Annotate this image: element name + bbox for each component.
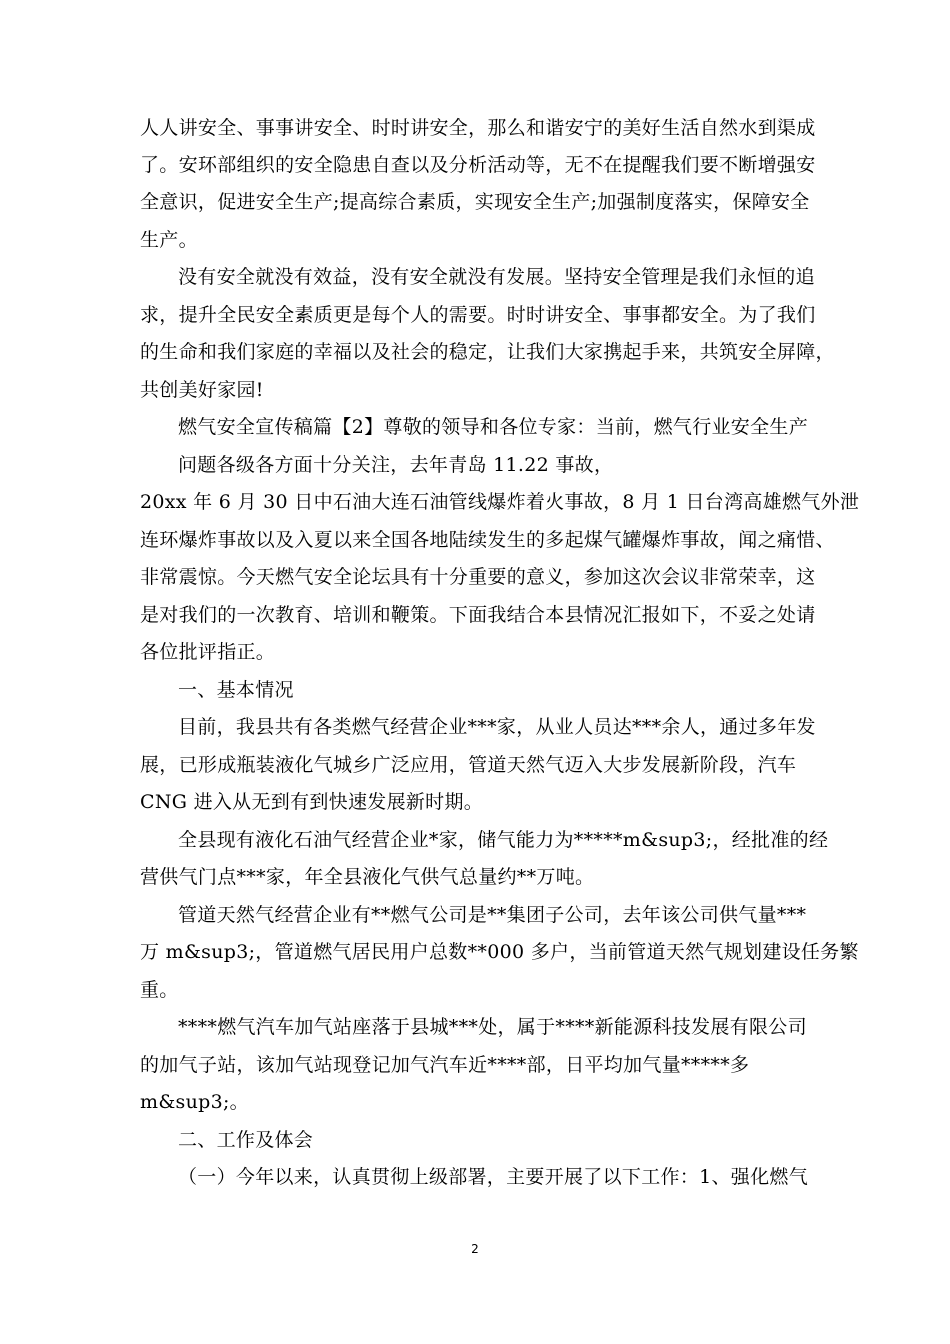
text-line: 全县现有液化石油气经营企业*家，储气能力为*****m&sup3;，经批准的经 (178, 829, 829, 851)
text-line: 的生命和我们家庭的幸福以及社会的稳定，让我们大家携起手来，共筑安全屏障， (140, 341, 835, 363)
text-line: 没有安全就没有效益，没有安全就没有发展。坚持安全管理是我们永恒的追 (178, 266, 815, 288)
text-line: 燃气安全宣传稿篇【2】尊敬的领导和各位专家：当前，燃气行业安全生产 (178, 416, 808, 438)
text-line: 全意识，促进安全生产;提高综合素质，实现安全生产;加强制度落实，保障安全 (140, 191, 810, 213)
page-number: 2 (471, 1242, 479, 1256)
text-line: 管道天然气经营企业有**燃气公司是**集团子公司，去年该公司供气量*** (178, 904, 807, 926)
text-line: 求，提升全民安全素质更是每个人的需要。时时讲安全、事事都安全。为了我们 (140, 304, 816, 326)
section-heading: 一、基本情况 (178, 679, 294, 701)
text-line: 营供气门点***家，年全县液化气供气总量约**万吨。 (140, 866, 595, 888)
text-line: 重。 (140, 979, 179, 1001)
text-line: 连环爆炸事故以及入夏以来全国各地陆续发生的多起煤气罐爆炸事故，闻之痛惜、 (140, 529, 835, 551)
text-line: 万 m&sup3;，管道燃气居民用户总数**000 多户，当前管道天然气规划建设任务繁 (140, 941, 859, 963)
text-line: 的加气子站，该加气站现登记加气汽车近****部，日平均加气量*****多 (140, 1054, 750, 1076)
text-line: ****燃气汽车加气站座落于县城***处，属于****新能源科技发展有限公司 (178, 1016, 807, 1038)
text-line: 展，已形成瓶装液化气城乡广泛应用，管道天然气迈入大步发展新阶段，汽车 (140, 754, 797, 776)
text-line: 共创美好家园! (140, 379, 264, 401)
text-line: 目前，我县共有各类燃气经营企业***家，从业人员达***余人，通过多年发 (178, 716, 816, 738)
text-line: 人人讲安全、事事讲安全、时时讲安全，那么和谐安宁的美好生活自然水到渠成 (140, 117, 816, 139)
text-line: 生产。 (140, 229, 198, 251)
text-line: 非常震惊。今天燃气安全论坛具有十分重要的意义，参加这次会议非常荣幸，这 (140, 566, 816, 588)
text-line: （一）今年以来，认真贯彻上级部署，主要开展了以下工作：1、强化燃气 (178, 1166, 808, 1188)
section-heading: 二、工作及体会 (178, 1129, 314, 1151)
text-line: 各位批评指正。 (140, 641, 276, 663)
text-line: 20xx 年 6 月 30 日中石油大连石油管线爆炸着火事故，8 月 1 日台湾高雄燃气外泄 (140, 491, 860, 513)
text-line: m&sup3;。 (140, 1091, 249, 1113)
text-line: 了。安环部组织的安全隐患自查以及分析活动等，无不在提醒我们要不断增强安 (140, 154, 816, 176)
text-line: 是对我们的一次教育、培训和鞭策。下面我结合本县情况汇报如下，不妥之处请 (140, 604, 816, 626)
text-line: 问题各级各方面十分关注，去年青岛 11.22 事故， (178, 454, 614, 476)
text-line: CNG 进入从无到有到快速发展新时期。 (140, 791, 484, 813)
